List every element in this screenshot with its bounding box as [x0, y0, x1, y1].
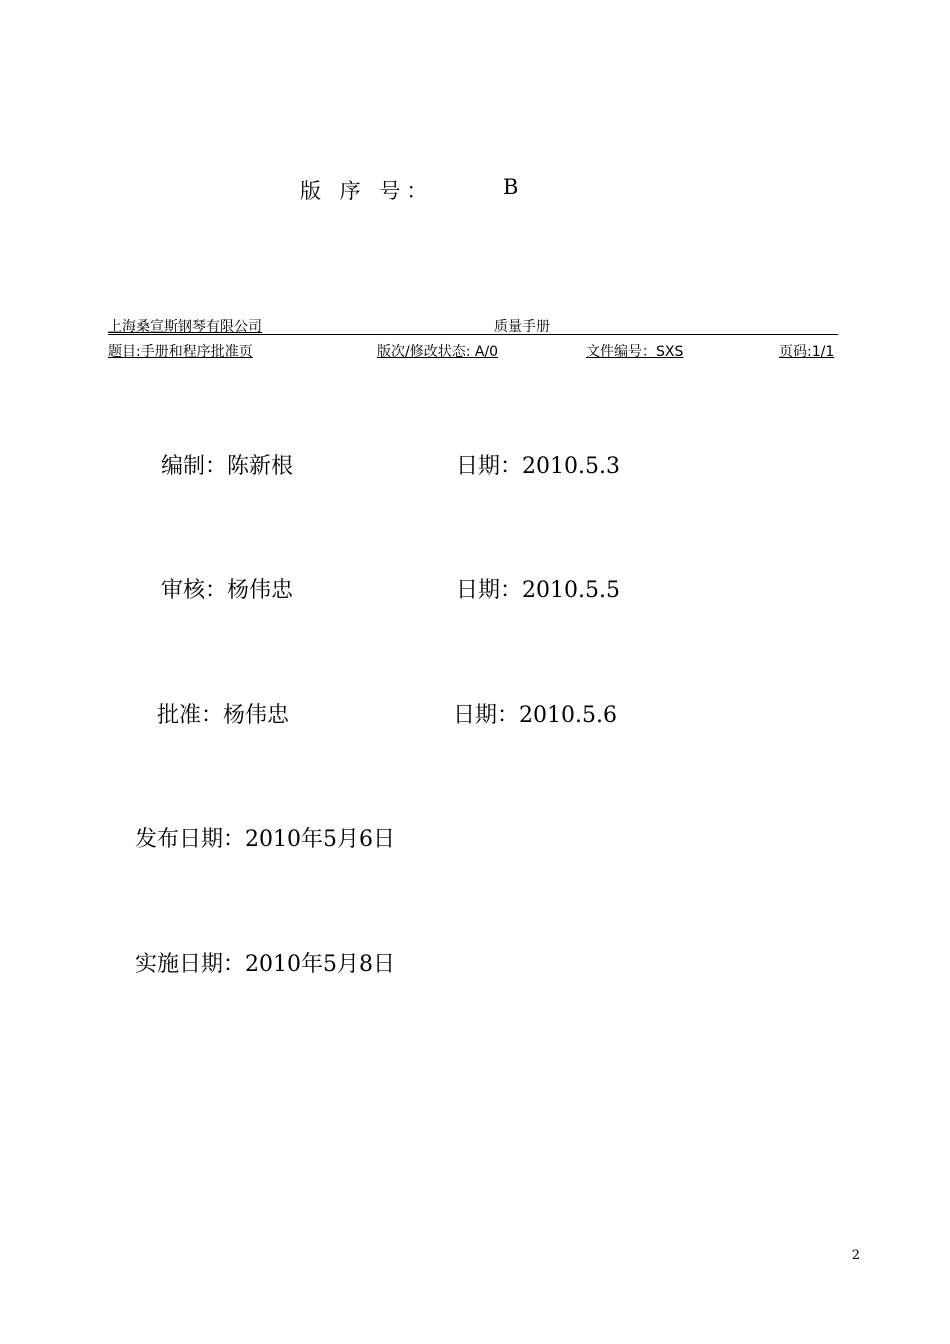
publish-date: 发布日期：2010年5月6日	[135, 827, 395, 852]
prepared-date: 日期：2010.5.3	[456, 454, 620, 479]
approved-date: 日期：2010.5.6	[453, 703, 617, 728]
approved-by: 批准：杨伟忠	[157, 703, 290, 728]
effective-date: 实施日期：2010年5月8日	[135, 952, 395, 977]
reviewed-date: 日期：2010.5.5	[456, 578, 620, 603]
page-number: 2	[851, 1248, 860, 1263]
header-page-code: 页码:1/1	[779, 344, 835, 360]
company-name: 上海桑宣斯钢琴有限公司	[108, 319, 262, 335]
version-line	[300, 175, 519, 205]
manual-title: 质量手册	[494, 319, 550, 335]
version-label: 版 序 号：	[300, 179, 434, 203]
signature-row-approved	[157, 698, 617, 729]
header-document-number: 文件编号：SXS	[586, 344, 684, 360]
version-value: B	[503, 175, 519, 199]
signature-row-reviewed	[161, 573, 620, 604]
document-header-top	[108, 316, 838, 335]
reviewed-by: 审核：杨伟忠	[161, 578, 294, 603]
document-header-bottom	[108, 341, 846, 359]
header-version-status: 版次/修改状态: A/0	[377, 344, 499, 360]
signature-row-prepared	[161, 449, 620, 480]
header-subject: 题目:手册和程序批准页	[108, 344, 253, 360]
prepared-by: 编制：陈新根	[161, 454, 294, 479]
